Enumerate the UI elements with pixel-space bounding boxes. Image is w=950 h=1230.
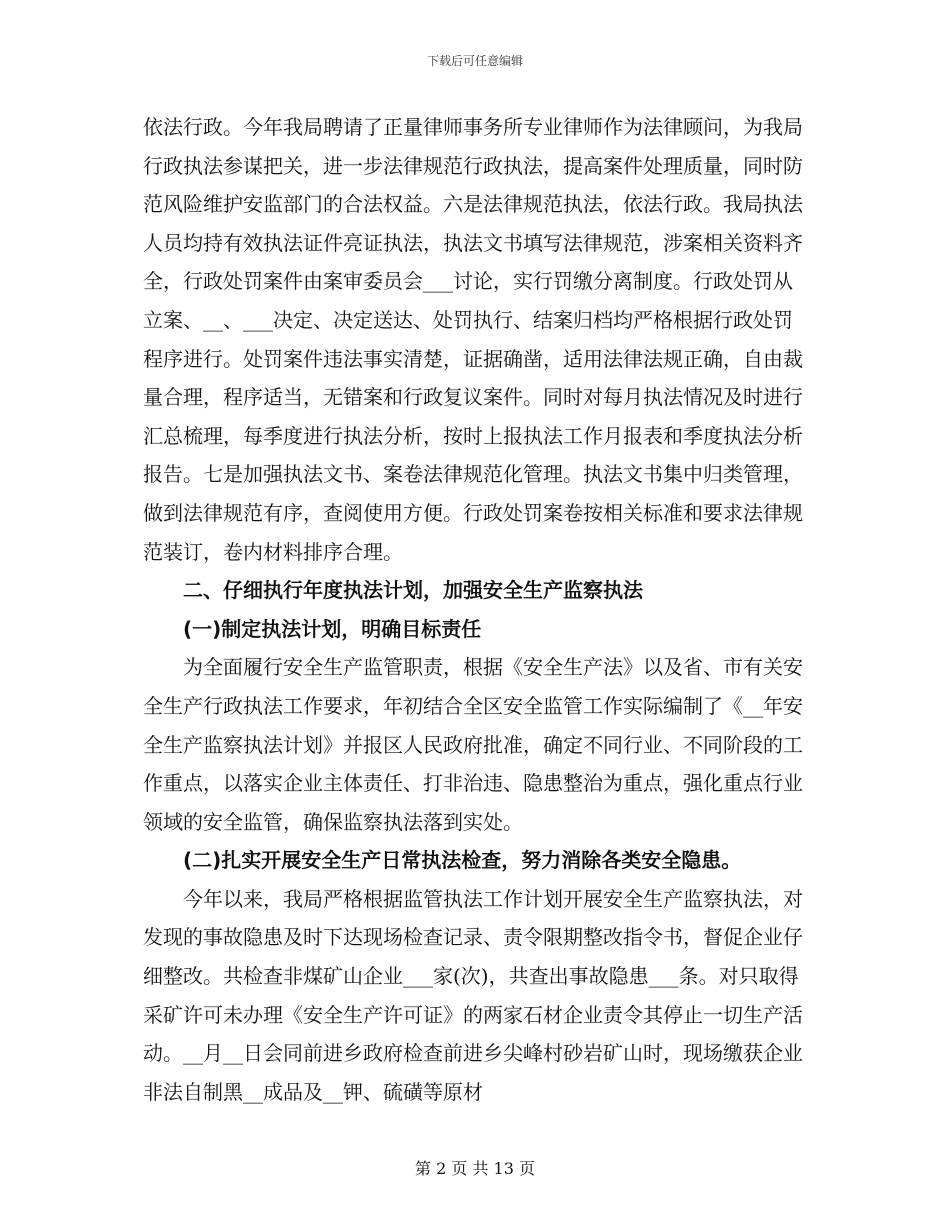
paragraph-plan: 为全面履行安全生产监管职责，根据《安全生产法》以及省、市有关安全生产行政执法工作要求，年初结合全区安全监管工作实际编制了《__年安全生产监察执法计划》并报区人民政府批准，确定不同行业、不同阶段的工作重点，以落实企业主体责任、打非治违、隐患整治为重点，强化重点行业领域的安全监管，确保监察执法落到实处。 bbox=[143, 655, 803, 834]
page-header: 下载后可任意编辑 bbox=[426, 54, 523, 68]
document-body bbox=[143, 108, 807, 1111]
page-footer: 第 2 页 共 13 页 bbox=[415, 1159, 535, 1178]
paragraph-continuation: 依法行政。今年我局聘请了正量律师事务所专业律师作为法律顾问，为我局行政执法参谋把关，进一步法律规范行政执法，提高案件处理质量，同时防范风险维护安监部门的合法权益。六是法律规范执法，依法行政。我局执法人员均持有效执法证件亮证执法，执法文书填写法律规范，涉案相关资料齐全，行政处罚案件由案审委员会___讨论，实行罚缴分离制度。行政处罚从立案、__、___决定、决定送达、处罚执行、结案归档均严格根据行政处罚程序进行。处罚案件违法事实清楚，证据确凿，适用法律法规正确，自由裁量合理，程序适当，无错案和行政复议案件。同时对每月执法情况及时进行汇总梳理，每季度进行执法分析，按时上报执法工作月报表和季度执法分析报告。七是加强执法文书、案卷法律规范化管理。执法文书集中归类管理，做到法律规范有序，查阅使用方便。行政处罚案卷按相关标准和要求法律规范装订，卷内材料排序合理。 bbox=[143, 115, 803, 564]
subsection-heading-2-2: (二)扎实开展安全生产日常执法检查，努力消除各类安全隐患。 bbox=[183, 848, 742, 873]
subsection-heading-2-1: (一)制定执法计划，明确目标责任 bbox=[183, 616, 482, 641]
section-heading-2: 二、仔细执行年度执法计划，加强安全生产监察执法 bbox=[183, 578, 643, 603]
paragraph-inspection: 今年以来，我局严格根据监管执法工作计划开展安全生产监察执法，对发现的事故隐患及时下达现场检查记录、责令限期整改指令书，督促企业仔细整改。共检查非煤矿山企业___家(次)，共查出事故隐患___条。对只取得采矿许可未办理《安全生产许可证》的两家石材企业责令其停止一切生产活动。__月__日会同前进乡政府检查前进乡尖峰村砂岩矿山时，现场缴获企业非法自制黑__成品及__钾、硫磺等原材 bbox=[143, 886, 803, 1104]
